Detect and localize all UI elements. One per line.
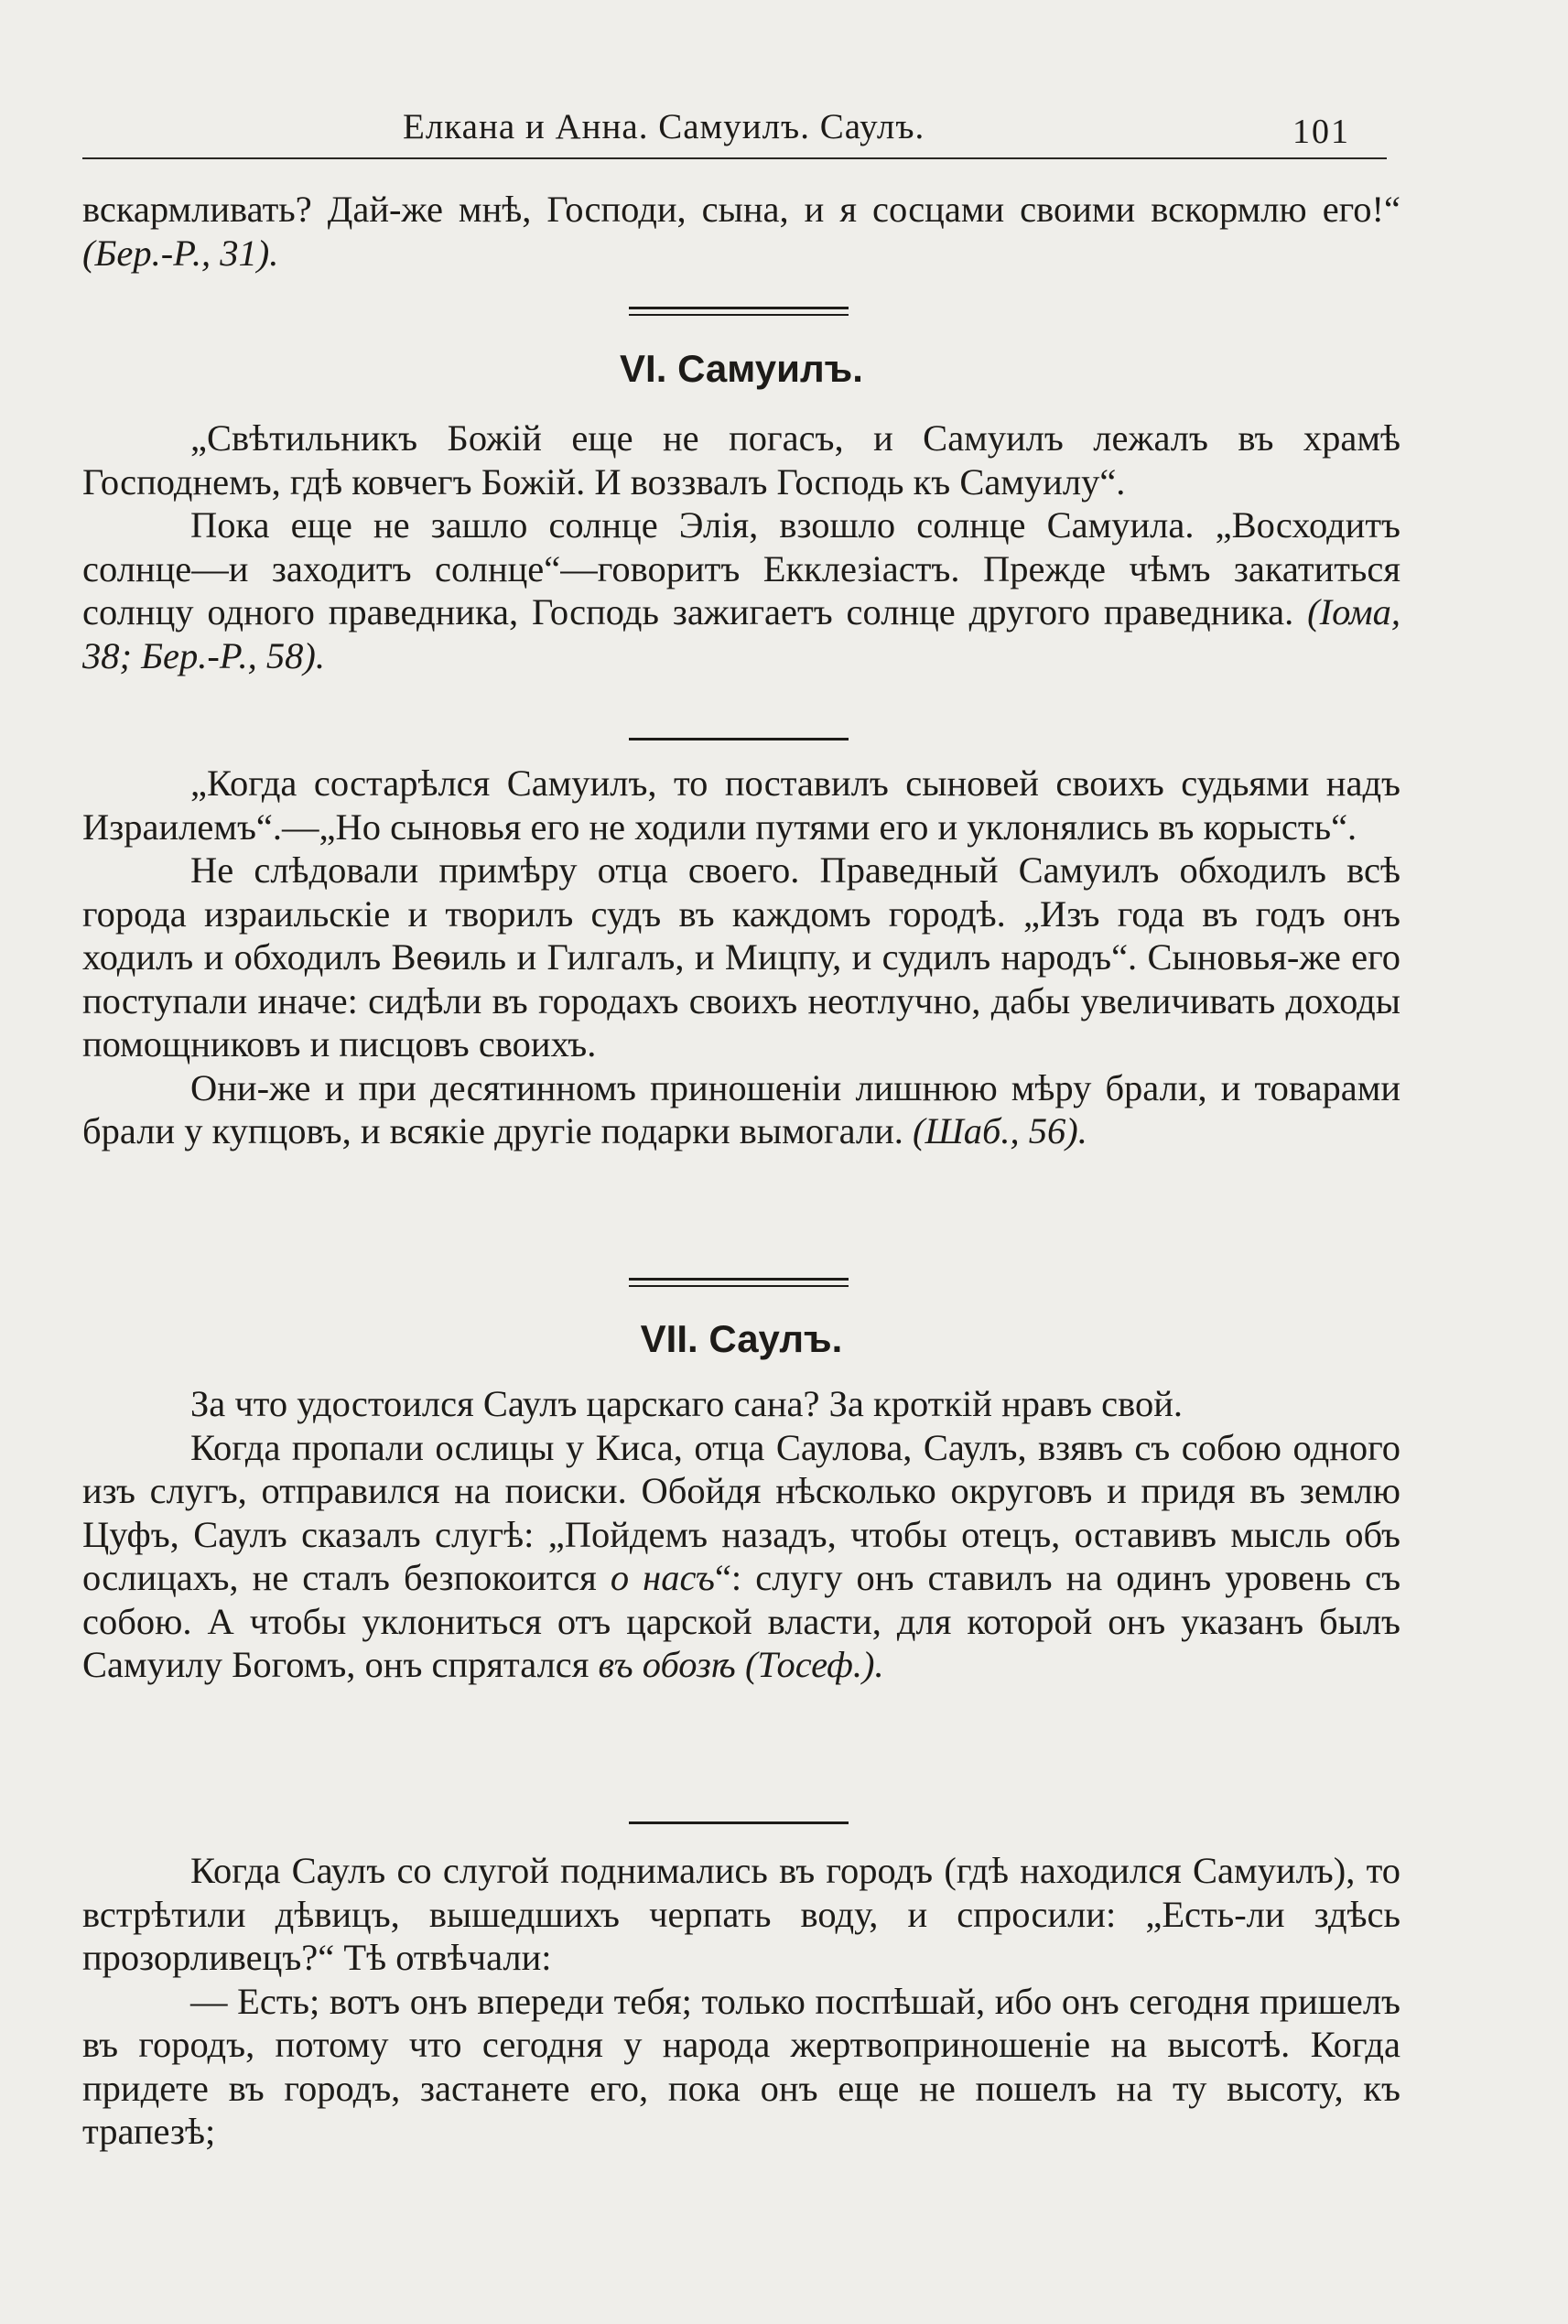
section-heading-vi: VI. Самуилъ. xyxy=(620,347,863,390)
section-heading-vii: VII. Саулъ. xyxy=(640,1317,843,1360)
paragraph: — Есть; вотъ онъ впереди тебя; только поспѣшай, ибо онъ сегодня пришелъ въ городъ, потому что сегодня у народа жертвоприношеніе на высотѣ. Когда придете въ городъ, застанете его, пока онъ еще не пошелъ на ту высоту, къ трапезѣ; xyxy=(82,1980,1400,2152)
running-title: Елкана и Анна. Самуилъ. Саулъ. xyxy=(403,107,925,146)
paragraph-text: Они-же и при десятинномъ приношеніи лишнюю мѣру брали, и товарами брали у купцовъ, и всякіе другіе подарки вымогали. xyxy=(82,1066,1400,1151)
citation: (Тосеф.). xyxy=(735,1644,884,1685)
section-ornament xyxy=(629,307,849,320)
paragraph xyxy=(82,1426,1400,1687)
book-page xyxy=(82,0,1400,2324)
paragraph: „Когда состарѣлся Самуилъ, то поставилъ сыновей своихъ судьями надъ Израилемъ“.—„Но сыновья его не ходили путями его и уклонялись въ корысть“. xyxy=(82,762,1400,848)
citation: (Іома, 38; Бер.-Р., 58). xyxy=(82,591,1400,676)
citation: (Шаб., 56). xyxy=(913,1110,1087,1151)
paragraph: Когда Саулъ со слугой поднимались въ городъ (гдѣ находился Самуилъ), то встрѣтили дѣвицъ, вышедшихъ черпать воду, и спросили: „Есть-ли здѣсь прозорливецъ?“ Тѣ отвѣчали: xyxy=(82,1850,1400,1978)
divider-line xyxy=(629,738,849,740)
emphasis: о насъ xyxy=(610,1557,715,1598)
paragraph-text: Пока еще не зашло солнце Элія, взошло солнце Самуила. „Восходитъ солнце—и заходитъ солнце“—говоритъ Екклезіастъ. Прежде чѣмъ закатиться солнцу одного праведника, Господь зажигаетъ солнце другого праведника. xyxy=(82,504,1400,632)
paragraph xyxy=(82,1066,1400,1153)
intro-paragraph xyxy=(82,188,1400,275)
paragraph: За что удостоился Саулъ царскаго сана? За кроткій нравъ свой. xyxy=(190,1383,1184,1424)
paragraph: „Свѣтильникъ Божій еще не погасъ, и Самуилъ лежалъ въ храмѣ Господнемъ, гдѣ ковчегъ Божій. И воззвалъ Господь къ Самуилу“. xyxy=(82,417,1400,503)
section-vii-text-1 xyxy=(82,1382,1400,1687)
emphasis: въ обозѣ xyxy=(598,1644,736,1685)
intro-citation: (Бер.-Р., 31). xyxy=(82,232,279,274)
section-vi-text-1 xyxy=(82,416,1400,677)
paragraph: Не слѣдовали примѣру отца своего. Праведный Самуилъ обходилъ всѣ города израильскіе и творилъ судъ въ каждомъ городѣ. „Изъ года въ годъ онъ ходилъ и обходилъ Веѳиль и Гилгалъ, и Мицпу, и судилъ народъ“. Сыновья-же его поступали иначе: сидѣли въ городахъ своихъ неотлучно, дабы увеличивать доходы помощниковъ и писцовъ своихъ. xyxy=(82,849,1400,1065)
page-number: 101 xyxy=(1292,113,1350,151)
running-head xyxy=(82,103,1387,159)
paragraph-text: Когда пропали ослицы у Киса, отца Саулова, Саулъ, взявъ съ собою одного изъ слугъ, отправился на поиски. Обойдя нѣсколько округовъ и придя въ землю Цуфъ, Саулъ сказалъ слугѣ: „Пойдемъ назадъ, чтобы отецъ, оставивъ мысль объ ослицахъ, не сталъ безпокоится xyxy=(82,1426,1400,1598)
paragraph-text: “: слугу онъ ставилъ на одинъ уровень съ собою. А чтобы уклониться отъ царской власти, для которой онъ указанъ былъ Самуилу Богомъ, онъ спрятался xyxy=(82,1557,1401,1685)
divider-line xyxy=(629,1821,849,1824)
paragraph xyxy=(82,503,1400,677)
section-vi-text-2 xyxy=(82,762,1400,1153)
section-vii-text-2 xyxy=(82,1849,1400,2154)
intro-text: вскармливать? Дай-же мнѣ, Господи, сына, и я сосцами своими вскормлю его!“ xyxy=(82,189,1400,230)
section-ornament xyxy=(629,1278,849,1292)
